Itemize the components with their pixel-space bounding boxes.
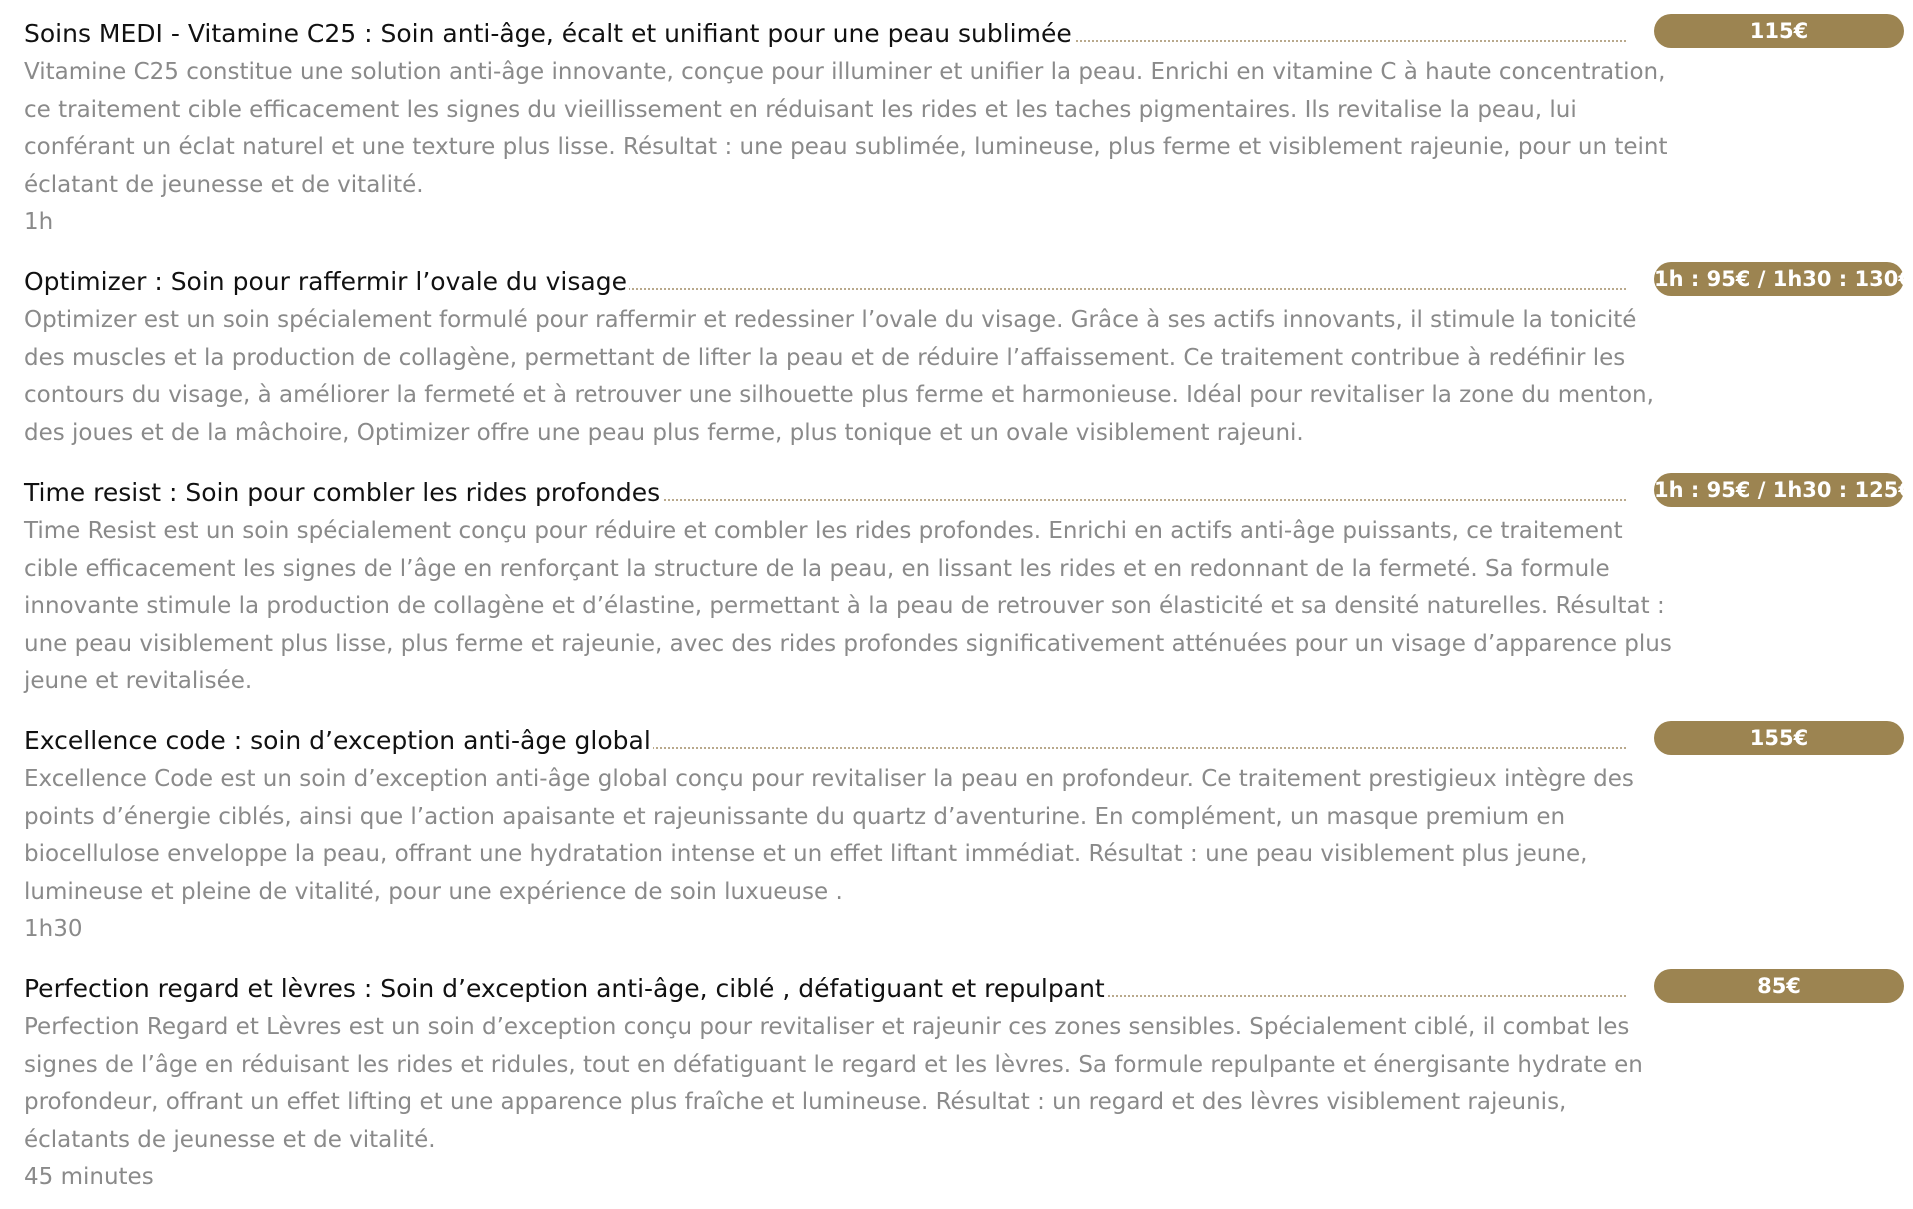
treatment-description: Perfection Regard et Lèvres est un soin d’exception conçu pour revitaliser et rajeunir ces zones sensibles. Spécialement ciblé, il combat les signes de l’âge en réduisant les rides et ridules, tout en défatiguant le regard et les lèvres. Sa formule repulpante et énergisante hydrate en profondeur, offrant un effet lifting et une apparence plus fraîche et lumineuse. Résultat : un regard et des lèvres visiblement rajeunis, éclatants de jeunesse et de vitalité. — [24, 1014, 1643, 1153]
treatment-description: Time Resist est un soin spécialement conçu pour réduire et combler les rides profondes. Enrichi en actifs anti-âge puissants, ce traitement cible efficacement les signes de l’âge en renforçant la structure de la peau, en lissant les rides et en redonnant de la fermeté. Sa formule innovante stimule la production de collagène et d’élastine, permettant à la peau de retrouver son élasticité et sa densité naturelles. Résultat : une peau visiblement plus lisse, plus ferme et rajeunie, avec des rides profondes significativement atténuées pour un visage d’apparence plus jeune et revitalisée. — [24, 518, 1672, 694]
treatment-header — [24, 14, 1904, 54]
price-badge: 85€ — [1654, 969, 1904, 1003]
treatment-item — [24, 473, 1913, 701]
treatment-title: Time resist : Soin pour combler les rides profondes — [24, 473, 662, 513]
treatment-duration: 45 minutes — [24, 1164, 154, 1190]
price-badge: 115€ — [1654, 14, 1904, 48]
treatment-header — [24, 721, 1904, 761]
treatment-header — [24, 473, 1913, 513]
treatment-header — [24, 262, 1913, 302]
treatment-description: Excellence Code est un soin d’exception anti-âge global conçu pour revitaliser la peau en profondeur. Ce traitement prestigieux intègre des points d’énergie ciblés, ainsi que l’action apaisante et rajeunissante du quartz d’aventurine. En complément, un masque premium en biocellulose enveloppe la peau, offrant une hydratation intense et un effet liftant immédiat. Résultat : une peau visiblement plus jeune, lumineuse et pleine de vitalité, pour une expérience de soin luxueuse . — [24, 766, 1634, 905]
treatment-title: Perfection regard et lèvres : Soin d’exception anti-âge, ciblé , défatiguant et repulpant — [24, 969, 1107, 1009]
price-badge: 1h : 95€ / 1h30 : 125€ — [1654, 473, 1904, 507]
price-badge: 155€ — [1654, 721, 1904, 755]
treatment-duration: 1h — [24, 209, 54, 235]
treatment-header — [24, 969, 1904, 1009]
treatment-item — [24, 262, 1913, 452]
treatment-item — [24, 721, 1904, 948]
treatment-description: Optimizer est un soin spécialement formulé pour raffermir et redessiner l’ovale du visage. Grâce à ses actifs innovants, il stimule la tonicité des muscles et la production de collagène, permettant de lifter la peau et de réduire l’affaissement. Ce traitement contribue à redéfinir les contours du visage, à améliorer la fermeté et à retrouver une silhouette plus ferme et harmonieuse. Idéal pour revitaliser la zone du menton, des joues et de la mâchoire, Optimizer offre une peau plus ferme, plus tonique et un ovale visiblement rajeuni. — [24, 307, 1654, 446]
treatment-item — [24, 14, 1904, 241]
treatment-duration: 1h30 — [24, 916, 83, 942]
price-badge: 1h : 95€ / 1h30 : 130€ — [1654, 262, 1904, 296]
treatment-description: Vitamine C25 constitue une solution anti-âge innovante, conçue pour illuminer et unifier la peau. Enrichi en vitamine C à haute concentration, ce traitement cible efficacement les signes du vieillissement en réduisant les rides et les taches pigmentaires. Ils revitalise la peau, lui conférant un éclat naturel et une texture plus lisse. Résultat : une peau sublimée, lumineuse, plus ferme et visiblement rajeunie, pour un teint éclatant de jeunesse et de vitalité. — [24, 59, 1668, 198]
treatment-item — [24, 969, 1904, 1196]
treatment-title: Soins MEDI - Vitamine C25 : Soin anti-âge, écalt et unifiant pour une peau sublimée — [24, 14, 1074, 54]
treatment-title: Optimizer : Soin pour raffermir l’ovale du visage — [24, 262, 629, 302]
treatment-title: Excellence code : soin d’exception anti-âge global — [24, 721, 653, 761]
